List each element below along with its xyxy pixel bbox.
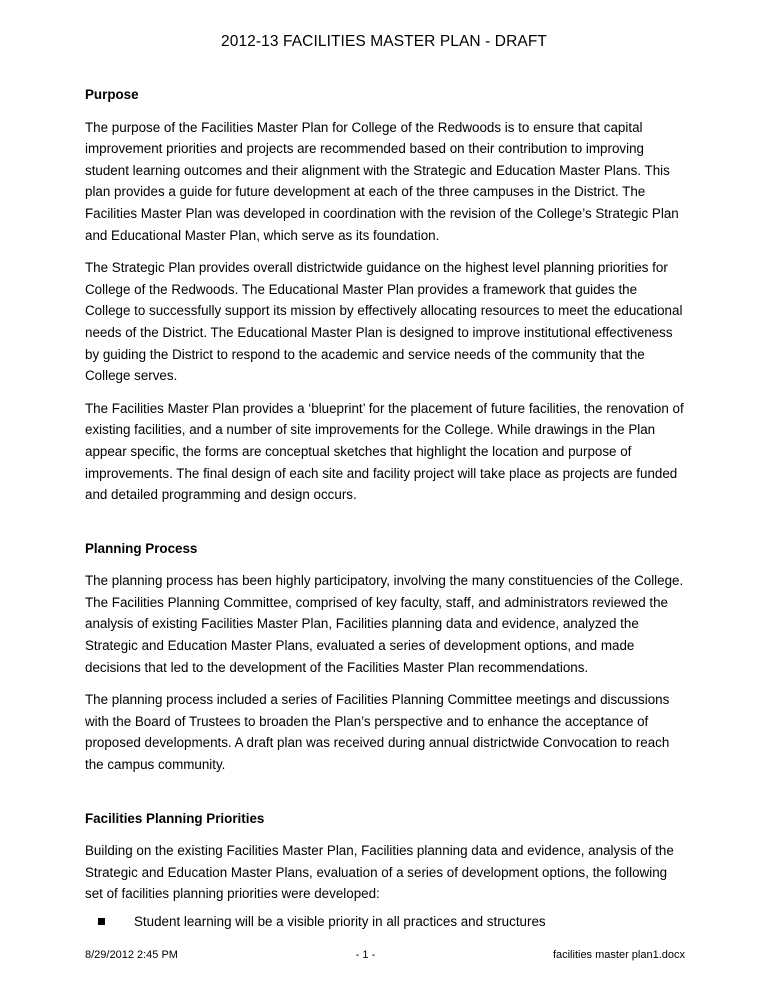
planning-process-paragraph-2: The planning process included a series of Facilities Planning Committee meetings and discussions with the Board of Trustees to broaden the Plan’s perspective and to enhance the acceptance of proposed developments. A draft plan was received during annual districtwide Convocation to reach the campus community.	[85, 692, 670, 773]
purpose-heading: Purpose	[85, 87, 139, 102]
document-body	[85, 84, 685, 933]
list-item-text: Student learning will be a visible priority in all practices and structures	[134, 914, 546, 929]
list-item	[85, 911, 685, 933]
priorities-paragraph-1: Building on the existing Facilities Master Plan, Facilities planning data and evidence, analysis of the Strategic and Education Master Plans, evaluation of a series of development options, the following set of facilities planning priorities were developed:	[85, 843, 674, 902]
planning-process-paragraph-1: The planning process has been highly participatory, involving the many constituencies of the College. The Facilities Planning Committee, comprised of key faculty, staff, and administrators reviewed the analysis of existing Facilities Master Plan, Facilities planning data and evidence, analyzed the Strategic and Education Master Plans, evaluated a series of development options, and made decisions that led to the development of the Facilities Master Plan recommendations.	[85, 573, 684, 675]
purpose-paragraph-2: The Strategic Plan provides overall districtwide guidance on the highest level planning priorities for College of the Redwoods. The Educational Master Plan provides a framework that guides the College to successfully support its mission by effectively allocating resources to meet the educational needs of the District. The Educational Master Plan is designed to improve institutional effectiveness by guiding the District to respond to the academic and service needs of the community that the College serves.	[85, 260, 683, 384]
document-header-title: 2012-13 FACILITIES MASTER PLAN - DRAFT	[221, 33, 547, 50]
purpose-paragraph-3: The Facilities Master Plan provides a ‘blueprint’ for the placement of future facilities, the renovation of existing facilities, and a number of site improvements for the College. While drawings in the Plan appear specific, the forms are conceptual sketches that highlight the location and purpose of improvements. The final design of each site and facility project will take place as projects are funded and detailed programming and design occurs.	[85, 400, 684, 503]
footer-page-number: - 1 -	[355, 949, 376, 961]
square-bullet-icon	[98, 918, 105, 925]
priorities-heading: Facilities Planning Priorities	[85, 810, 265, 826]
footer-filename: facilities master plan1.docx	[552, 949, 685, 961]
document-footer	[85, 949, 685, 961]
footer-timestamp: 8/29/2012 2:45 PM	[85, 949, 178, 961]
purpose-paragraph-1: The purpose of the Facilities Master Plan for College of the Redwoods is to ensure that capital improvement priorities and projects are recommended based on their contribution to improving student learning outcomes and their alignment with the Strategic and Education Master Plans. This plan provides a guide for future development at each of the three campuses in the District. The Facilities Master Plan was developed in coordination with the revision of the College’s Strategic Plan and Educational Master Plan, which serve as its foundation.	[85, 119, 679, 243]
planning-process-heading: Planning Process	[85, 540, 198, 556]
